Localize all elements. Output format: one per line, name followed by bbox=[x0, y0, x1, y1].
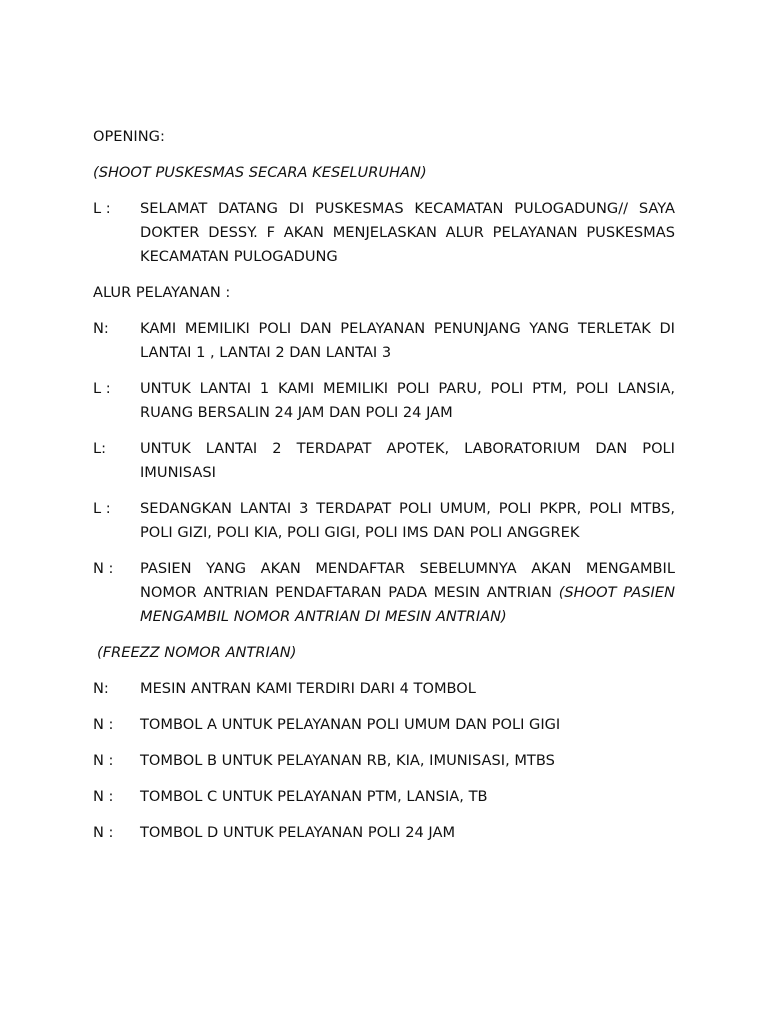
speaker-label: N : bbox=[93, 716, 114, 733]
dialogue-line bbox=[93, 749, 675, 773]
dialogue-line bbox=[93, 821, 675, 845]
speaker-label: L : bbox=[93, 380, 111, 397]
speaker-label: N: bbox=[93, 680, 109, 697]
dialogue-text: MESIN ANTRAN KAMI TERDIRI DARI 4 TOMBOL bbox=[140, 680, 476, 697]
opening-heading: OPENING: bbox=[93, 128, 165, 145]
dialogue-text: TOMBOL A UNTUK PELAYANAN POLI UMUM DAN POLI GIGI bbox=[140, 716, 561, 733]
dialogue-text: UNTUK LANTAI 1 KAMI MEMILIKI POLI PARU, POLI PTM, POLI LANSIA, RUANG BERSALIN 24 JAM DAN POLI 24 JAM bbox=[140, 380, 675, 421]
dialogue-line bbox=[93, 197, 675, 269]
speaker-label: L : bbox=[93, 200, 111, 217]
dialogue-line bbox=[93, 557, 675, 629]
dialogue-text: KAMI MEMILIKI POLI DAN PELAYANAN PENUNJANG YANG TERLETAK DI LANTAI 1 , LANTAI 2 DAN LANTAI 3 bbox=[140, 320, 675, 361]
dialogue-text bbox=[140, 557, 675, 629]
dialogue-line bbox=[93, 437, 675, 485]
dialogue-line bbox=[93, 317, 675, 365]
speaker-label: N: bbox=[93, 320, 109, 337]
dialogue-line bbox=[93, 677, 675, 701]
shoot-note: (SHOOT PUSKESMAS SECARA KESELURUHAN) bbox=[93, 164, 427, 181]
script-content bbox=[93, 125, 675, 857]
speaker-label: N : bbox=[93, 788, 114, 805]
dialogue-line bbox=[93, 377, 675, 425]
dialogue-text: TOMBOL C UNTUK PELAYANAN PTM, LANSIA, TB bbox=[140, 788, 488, 805]
dialogue-text-main: PASIEN YANG AKAN MENDAFTAR SEBELUMNYA AKAN MENGAMBIL NOMOR ANTRIAN PENDAFTARAN PADA MESIN ANTRIAN bbox=[140, 560, 675, 601]
dialogue-text: SEDANGKAN LANTAI 3 TERDAPAT POLI UMUM, POLI PKPR, POLI MTBS, POLI GIZI, POLI KIA, POLI GIGI, POLI IMS DAN POLI ANGGREK bbox=[140, 500, 675, 541]
dialogue-line bbox=[93, 713, 675, 737]
speaker-label: N : bbox=[93, 752, 114, 769]
dialogue-text: TOMBOL B UNTUK PELAYANAN RB, KIA, IMUNISASI, MTBS bbox=[140, 752, 555, 769]
dialogue-text: UNTUK LANTAI 2 TERDAPAT APOTEK, LABORATORIUM DAN POLI IMUNISASI bbox=[140, 440, 675, 481]
speaker-label: N : bbox=[93, 560, 114, 577]
dialogue-line bbox=[93, 497, 675, 545]
speaker-label: L : bbox=[93, 500, 111, 517]
dialogue-line bbox=[93, 785, 675, 809]
freeze-note: (FREEZZ NOMOR ANTRIAN) bbox=[97, 644, 297, 661]
speaker-label: N : bbox=[93, 824, 114, 841]
alur-heading: ALUR PELAYANAN : bbox=[93, 284, 231, 301]
dialogue-text: SELAMAT DATANG DI PUSKESMAS KECAMATAN PULOGADUNG// SAYA DOKTER DESSY. F AKAN MENJELASKAN ALUR PELAYANAN PUSKESMAS KECAMATAN PULOGADUNG bbox=[140, 200, 675, 265]
speaker-label: L: bbox=[93, 440, 107, 457]
shoot-note-inline: (SHOOT PASIEN MENGAMBIL NOMOR ANTRIAN DI MESIN ANTRIAN) bbox=[140, 584, 675, 625]
dialogue-text: TOMBOL D UNTUK PELAYANAN POLI 24 JAM bbox=[140, 824, 456, 841]
